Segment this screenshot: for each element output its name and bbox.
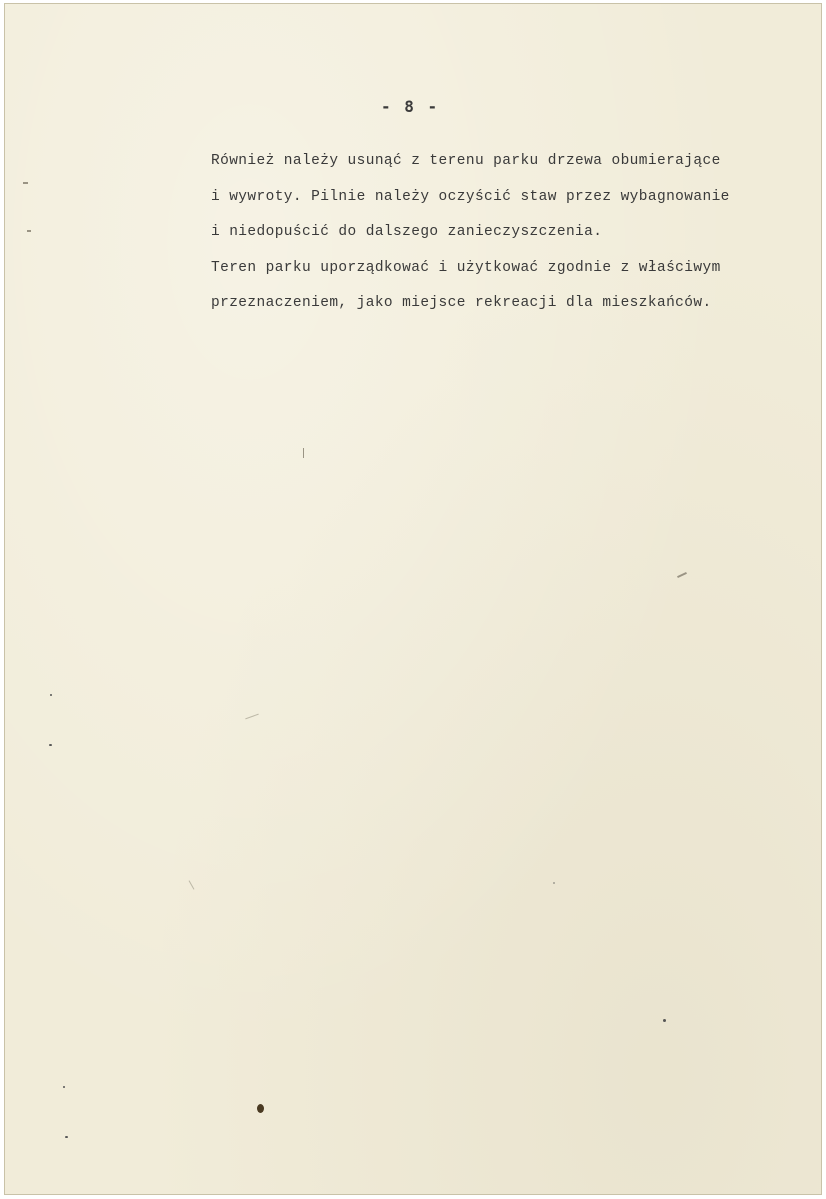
document-page [4,3,822,1195]
ink-speck [49,744,52,746]
paper-mark [677,572,687,578]
text-line: i niedopuścić do dalszego zanieczyszczenia. [211,224,603,240]
ink-speck [663,1019,666,1022]
typed-paragraph [211,147,730,325]
ink-speck [50,694,52,696]
paper-mark [303,448,304,458]
text-line: i wywroty. Pilnie należy oczyścić staw przez wybagnowanie [211,188,730,205]
page-number: - 8 - [381,97,440,116]
text-line: przeznaczeniem, jako miejsce rekreacji dla mieszkańców. [211,295,712,311]
paper-mark [23,182,28,184]
ink-speck [257,1104,264,1113]
paper-mark [27,230,31,232]
text-line: Również należy usunąć z terenu parku drzewa obumierające [211,153,721,169]
ink-speck [63,1086,65,1088]
ink-speck [65,1136,68,1138]
paper-mark [245,714,258,720]
paper-mark [189,880,195,889]
text-line: Teren parku uporządkować i użytkować zgodnie z właściwym [211,259,721,276]
ink-speck [553,882,555,884]
